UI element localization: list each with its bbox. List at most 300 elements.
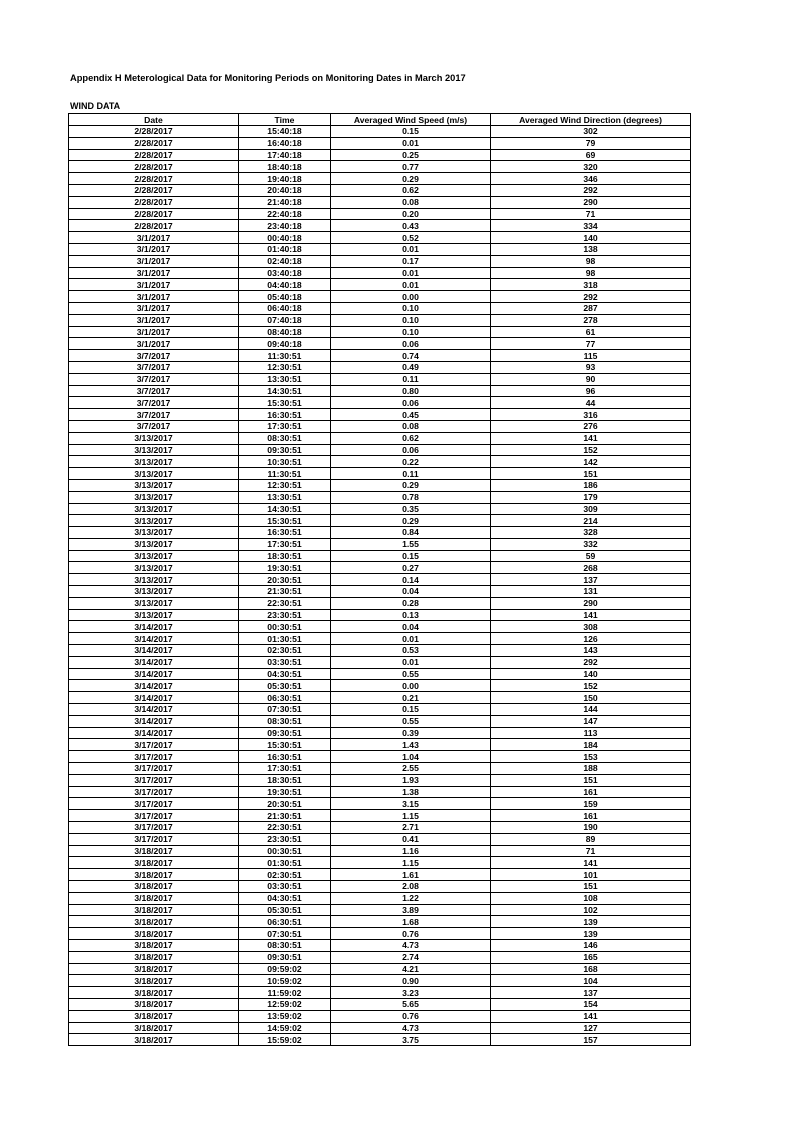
wind-direction-cell: 278 <box>491 314 691 326</box>
table-row <box>69 361 691 373</box>
wind-speed-cell: 0.01 <box>331 279 491 291</box>
wind-direction-cell: 161 <box>491 810 691 822</box>
time-cell: 05:40:18 <box>239 291 331 303</box>
wind-speed-cell: 0.01 <box>331 633 491 645</box>
time-cell: 00:40:18 <box>239 232 331 244</box>
date-cell: 3/14/2017 <box>69 680 239 692</box>
time-cell: 12:59:02 <box>239 998 331 1010</box>
table-row <box>69 338 691 350</box>
table-row <box>69 609 691 621</box>
date-cell: 3/14/2017 <box>69 633 239 645</box>
date-cell: 3/18/2017 <box>69 857 239 869</box>
wind-speed-cell: 1.22 <box>331 892 491 904</box>
time-cell: 00:30:51 <box>239 845 331 857</box>
date-cell: 2/28/2017 <box>69 173 239 185</box>
time-cell: 20:40:18 <box>239 184 331 196</box>
wind-direction-cell: 276 <box>491 420 691 432</box>
wind-direction-cell: 165 <box>491 951 691 963</box>
table-row <box>69 928 691 940</box>
date-cell: 3/14/2017 <box>69 656 239 668</box>
date-cell: 3/13/2017 <box>69 432 239 444</box>
wind-direction-cell: 93 <box>491 361 691 373</box>
wind-speed-cell: 0.62 <box>331 432 491 444</box>
table-row <box>69 951 691 963</box>
time-cell: 04:40:18 <box>239 279 331 291</box>
wind-direction-cell: 146 <box>491 939 691 951</box>
wind-direction-cell: 89 <box>491 833 691 845</box>
time-cell: 07:30:51 <box>239 928 331 940</box>
time-cell: 22:30:51 <box>239 822 331 834</box>
wind-direction-cell: 147 <box>491 715 691 727</box>
time-cell: 03:40:18 <box>239 267 331 279</box>
time-cell: 11:30:51 <box>239 350 331 362</box>
table-row <box>69 774 691 786</box>
table-row <box>69 527 691 539</box>
date-cell: 2/28/2017 <box>69 208 239 220</box>
wind-direction-cell: 290 <box>491 597 691 609</box>
time-cell: 16:30:51 <box>239 751 331 763</box>
wind-speed-cell: 1.55 <box>331 538 491 550</box>
date-cell: 3/17/2017 <box>69 751 239 763</box>
date-cell: 3/13/2017 <box>69 456 239 468</box>
date-cell: 3/13/2017 <box>69 491 239 503</box>
wind-direction-cell: 153 <box>491 751 691 763</box>
table-row <box>69 597 691 609</box>
wind-speed-cell: 0.29 <box>331 173 491 185</box>
date-cell: 3/1/2017 <box>69 267 239 279</box>
table-row <box>69 409 691 421</box>
wind-direction-cell: 139 <box>491 916 691 928</box>
time-cell: 16:40:18 <box>239 137 331 149</box>
wind-speed-cell: 0.00 <box>331 680 491 692</box>
date-cell: 3/17/2017 <box>69 763 239 775</box>
time-cell: 07:30:51 <box>239 704 331 716</box>
wind-direction-cell: 150 <box>491 692 691 704</box>
date-cell: 3/1/2017 <box>69 243 239 255</box>
table-row <box>69 196 691 208</box>
wind-speed-cell: 0.04 <box>331 586 491 598</box>
wind-speed-cell: 1.04 <box>331 751 491 763</box>
time-cell: 01:40:18 <box>239 243 331 255</box>
time-cell: 08:30:51 <box>239 715 331 727</box>
table-row <box>69 633 691 645</box>
time-cell: 17:30:51 <box>239 763 331 775</box>
wind-direction-cell: 90 <box>491 373 691 385</box>
date-cell: 3/13/2017 <box>69 503 239 515</box>
time-cell: 04:30:51 <box>239 892 331 904</box>
time-cell: 14:30:51 <box>239 385 331 397</box>
wind-speed-cell: 0.00 <box>331 291 491 303</box>
table-row <box>69 1010 691 1022</box>
wind-speed-cell: 0.55 <box>331 668 491 680</box>
wind-speed-cell: 3.89 <box>331 904 491 916</box>
wind-direction-cell: 102 <box>491 904 691 916</box>
time-cell: 16:30:51 <box>239 409 331 421</box>
table-row <box>69 739 691 751</box>
wind-direction-cell: 71 <box>491 208 691 220</box>
wind-speed-cell: 0.25 <box>331 149 491 161</box>
wind-direction-cell: 126 <box>491 633 691 645</box>
wind-speed-cell: 0.22 <box>331 456 491 468</box>
date-cell: 3/13/2017 <box>69 609 239 621</box>
wind-speed-cell: 3.23 <box>331 987 491 999</box>
wind-speed-cell: 0.01 <box>331 267 491 279</box>
time-cell: 03:30:51 <box>239 881 331 893</box>
wind-speed-cell: 1.61 <box>331 869 491 881</box>
time-cell: 22:40:18 <box>239 208 331 220</box>
time-cell: 09:40:18 <box>239 338 331 350</box>
table-row <box>69 751 691 763</box>
date-cell: 3/18/2017 <box>69 928 239 940</box>
date-cell: 3/18/2017 <box>69 939 239 951</box>
date-cell: 3/7/2017 <box>69 361 239 373</box>
table-row <box>69 869 691 881</box>
wind-direction-cell: 98 <box>491 267 691 279</box>
table-body <box>69 126 691 1046</box>
section-heading: WIND DATA <box>70 101 121 111</box>
wind-direction-cell: 287 <box>491 302 691 314</box>
date-cell: 2/28/2017 <box>69 161 239 173</box>
table-row <box>69 715 691 727</box>
wind-direction-cell: 108 <box>491 892 691 904</box>
table-row <box>69 479 691 491</box>
wind-direction-cell: 302 <box>491 126 691 138</box>
time-cell: 15:30:51 <box>239 739 331 751</box>
time-cell: 23:40:18 <box>239 220 331 232</box>
wind-speed-cell: 2.71 <box>331 822 491 834</box>
date-cell: 3/7/2017 <box>69 385 239 397</box>
wind-speed-cell: 0.06 <box>331 397 491 409</box>
time-cell: 02:30:51 <box>239 869 331 881</box>
wind-speed-cell: 0.74 <box>331 350 491 362</box>
date-cell: 3/18/2017 <box>69 1022 239 1034</box>
wind-speed-cell: 5.65 <box>331 998 491 1010</box>
time-cell: 15:40:18 <box>239 126 331 138</box>
wind-speed-cell: 0.01 <box>331 656 491 668</box>
table-row <box>69 963 691 975</box>
table-row <box>69 491 691 503</box>
column-header-wind-speed: Averaged Wind Speed (m/s) <box>331 114 491 126</box>
table-row <box>69 184 691 196</box>
wind-direction-cell: 137 <box>491 987 691 999</box>
table-row <box>69 432 691 444</box>
table-row <box>69 220 691 232</box>
time-cell: 21:30:51 <box>239 586 331 598</box>
wind-speed-cell: 0.15 <box>331 704 491 716</box>
table-row <box>69 939 691 951</box>
time-cell: 07:40:18 <box>239 314 331 326</box>
time-cell: 19:30:51 <box>239 562 331 574</box>
date-cell: 3/1/2017 <box>69 255 239 267</box>
wind-speed-cell: 0.41 <box>331 833 491 845</box>
table-row <box>69 173 691 185</box>
wind-speed-cell: 0.06 <box>331 338 491 350</box>
time-cell: 13:30:51 <box>239 491 331 503</box>
wind-direction-cell: 268 <box>491 562 691 574</box>
table-row <box>69 562 691 574</box>
table-row <box>69 243 691 255</box>
time-cell: 21:40:18 <box>239 196 331 208</box>
wind-direction-cell: 131 <box>491 586 691 598</box>
time-cell: 11:30:51 <box>239 468 331 480</box>
wind-speed-cell: 0.62 <box>331 184 491 196</box>
date-cell: 3/7/2017 <box>69 409 239 421</box>
date-cell: 3/18/2017 <box>69 963 239 975</box>
wind-direction-cell: 308 <box>491 621 691 633</box>
wind-direction-cell: 59 <box>491 550 691 562</box>
date-cell: 3/17/2017 <box>69 786 239 798</box>
wind-direction-cell: 161 <box>491 786 691 798</box>
time-cell: 06:30:51 <box>239 692 331 704</box>
wind-speed-cell: 0.13 <box>331 609 491 621</box>
date-cell: 3/18/2017 <box>69 881 239 893</box>
wind-direction-cell: 141 <box>491 857 691 869</box>
wind-speed-cell: 0.84 <box>331 527 491 539</box>
table-row <box>69 798 691 810</box>
table-row <box>69 515 691 527</box>
table-row <box>69 267 691 279</box>
date-cell: 3/14/2017 <box>69 715 239 727</box>
time-cell: 06:30:51 <box>239 916 331 928</box>
date-cell: 3/1/2017 <box>69 279 239 291</box>
table-row <box>69 350 691 362</box>
time-cell: 19:40:18 <box>239 173 331 185</box>
time-cell: 13:59:02 <box>239 1010 331 1022</box>
table-row <box>69 916 691 928</box>
table-row <box>69 763 691 775</box>
date-cell: 3/18/2017 <box>69 1034 239 1046</box>
wind-speed-cell: 0.52 <box>331 232 491 244</box>
time-cell: 15:30:51 <box>239 515 331 527</box>
wind-direction-cell: 98 <box>491 255 691 267</box>
time-cell: 19:30:51 <box>239 786 331 798</box>
wind-speed-cell: 0.10 <box>331 314 491 326</box>
date-cell: 3/13/2017 <box>69 444 239 456</box>
wind-speed-cell: 0.06 <box>331 444 491 456</box>
wind-speed-cell: 1.93 <box>331 774 491 786</box>
table-row <box>69 704 691 716</box>
time-cell: 05:30:51 <box>239 680 331 692</box>
wind-direction-cell: 292 <box>491 184 691 196</box>
time-cell: 08:30:51 <box>239 432 331 444</box>
table-row <box>69 845 691 857</box>
wind-direction-cell: 141 <box>491 609 691 621</box>
time-cell: 14:30:51 <box>239 503 331 515</box>
wind-speed-cell: 0.45 <box>331 409 491 421</box>
time-cell: 18:30:51 <box>239 774 331 786</box>
wind-direction-cell: 141 <box>491 432 691 444</box>
time-cell: 22:30:51 <box>239 597 331 609</box>
wind-direction-cell: 320 <box>491 161 691 173</box>
time-cell: 03:30:51 <box>239 656 331 668</box>
wind-direction-cell: 140 <box>491 232 691 244</box>
date-cell: 3/13/2017 <box>69 538 239 550</box>
wind-direction-cell: 77 <box>491 338 691 350</box>
wind-direction-cell: 115 <box>491 350 691 362</box>
table-row <box>69 786 691 798</box>
wind-speed-cell: 0.76 <box>331 928 491 940</box>
wind-speed-cell: 0.14 <box>331 574 491 586</box>
table-row <box>69 373 691 385</box>
wind-direction-cell: 346 <box>491 173 691 185</box>
table-row <box>69 232 691 244</box>
time-cell: 20:30:51 <box>239 798 331 810</box>
wind-speed-cell: 0.11 <box>331 468 491 480</box>
wind-direction-cell: 137 <box>491 574 691 586</box>
wind-speed-cell: 2.08 <box>331 881 491 893</box>
wind-speed-cell: 1.15 <box>331 857 491 869</box>
time-cell: 17:40:18 <box>239 149 331 161</box>
table-row <box>69 586 691 598</box>
wind-speed-cell: 0.35 <box>331 503 491 515</box>
wind-direction-cell: 143 <box>491 645 691 657</box>
date-cell: 3/1/2017 <box>69 326 239 338</box>
wind-direction-cell: 157 <box>491 1034 691 1046</box>
table-row <box>69 656 691 668</box>
date-cell: 3/18/2017 <box>69 892 239 904</box>
date-cell: 3/18/2017 <box>69 1010 239 1022</box>
wind-speed-cell: 3.75 <box>331 1034 491 1046</box>
wind-speed-cell: 4.21 <box>331 963 491 975</box>
wind-speed-cell: 1.43 <box>331 739 491 751</box>
date-cell: 3/18/2017 <box>69 975 239 987</box>
table-row <box>69 680 691 692</box>
date-cell: 2/28/2017 <box>69 137 239 149</box>
table-row <box>69 1034 691 1046</box>
wind-direction-cell: 101 <box>491 869 691 881</box>
time-cell: 10:30:51 <box>239 456 331 468</box>
time-cell: 11:59:02 <box>239 987 331 999</box>
wind-speed-cell: 0.11 <box>331 373 491 385</box>
table-row <box>69 881 691 893</box>
table-row <box>69 904 691 916</box>
table-row <box>69 456 691 468</box>
wind-speed-cell: 0.80 <box>331 385 491 397</box>
date-cell: 3/18/2017 <box>69 998 239 1010</box>
date-cell: 2/28/2017 <box>69 220 239 232</box>
wind-speed-cell: 0.15 <box>331 126 491 138</box>
wind-direction-cell: 190 <box>491 822 691 834</box>
wind-speed-cell: 0.04 <box>331 621 491 633</box>
time-cell: 09:30:51 <box>239 444 331 456</box>
date-cell: 3/13/2017 <box>69 479 239 491</box>
table-row <box>69 208 691 220</box>
time-cell: 13:30:51 <box>239 373 331 385</box>
wind-speed-cell: 1.16 <box>331 845 491 857</box>
date-cell: 3/13/2017 <box>69 468 239 480</box>
date-cell: 3/18/2017 <box>69 916 239 928</box>
wind-speed-cell: 0.17 <box>331 255 491 267</box>
wind-direction-cell: 292 <box>491 291 691 303</box>
wind-direction-cell: 290 <box>491 196 691 208</box>
table-row <box>69 975 691 987</box>
wind-direction-cell: 151 <box>491 468 691 480</box>
table-row <box>69 892 691 904</box>
wind-direction-cell: 316 <box>491 409 691 421</box>
table-row <box>69 279 691 291</box>
wind-speed-cell: 2.55 <box>331 763 491 775</box>
date-cell: 3/1/2017 <box>69 232 239 244</box>
wind-speed-cell: 0.43 <box>331 220 491 232</box>
time-cell: 02:30:51 <box>239 645 331 657</box>
date-cell: 3/13/2017 <box>69 527 239 539</box>
table-row <box>69 444 691 456</box>
wind-speed-cell: 1.68 <box>331 916 491 928</box>
wind-direction-cell: 61 <box>491 326 691 338</box>
time-cell: 23:30:51 <box>239 609 331 621</box>
date-cell: 3/17/2017 <box>69 739 239 751</box>
table-row <box>69 668 691 680</box>
time-cell: 23:30:51 <box>239 833 331 845</box>
date-cell: 3/13/2017 <box>69 562 239 574</box>
date-cell: 3/17/2017 <box>69 798 239 810</box>
wind-speed-cell: 4.73 <box>331 1022 491 1034</box>
wind-speed-cell: 0.27 <box>331 562 491 574</box>
table-row <box>69 550 691 562</box>
wind-speed-cell: 0.53 <box>331 645 491 657</box>
wind-speed-cell: 1.15 <box>331 810 491 822</box>
wind-direction-cell: 144 <box>491 704 691 716</box>
wind-direction-cell: 292 <box>491 656 691 668</box>
wind-direction-cell: 44 <box>491 397 691 409</box>
date-cell: 3/7/2017 <box>69 420 239 432</box>
wind-direction-cell: 140 <box>491 668 691 680</box>
table-row <box>69 326 691 338</box>
wind-direction-cell: 113 <box>491 727 691 739</box>
wind-direction-cell: 332 <box>491 538 691 550</box>
wind-direction-cell: 96 <box>491 385 691 397</box>
wind-speed-cell: 0.01 <box>331 137 491 149</box>
time-cell: 06:40:18 <box>239 302 331 314</box>
date-cell: 3/1/2017 <box>69 302 239 314</box>
wind-direction-cell: 79 <box>491 137 691 149</box>
table-row <box>69 397 691 409</box>
date-cell: 3/17/2017 <box>69 822 239 834</box>
wind-direction-cell: 141 <box>491 1010 691 1022</box>
date-cell: 3/7/2017 <box>69 350 239 362</box>
column-header-wind-direction: Averaged Wind Direction (degrees) <box>491 114 691 126</box>
wind-speed-cell: 4.73 <box>331 939 491 951</box>
date-cell: 3/18/2017 <box>69 951 239 963</box>
date-cell: 3/13/2017 <box>69 597 239 609</box>
wind-speed-cell: 0.08 <box>331 420 491 432</box>
date-cell: 3/1/2017 <box>69 291 239 303</box>
wind-speed-cell: 1.38 <box>331 786 491 798</box>
column-header-date: Date <box>69 114 239 126</box>
date-cell: 3/13/2017 <box>69 586 239 598</box>
wind-direction-cell: 328 <box>491 527 691 539</box>
date-cell: 3/17/2017 <box>69 810 239 822</box>
table-row <box>69 822 691 834</box>
date-cell: 2/28/2017 <box>69 196 239 208</box>
table-row <box>69 621 691 633</box>
table-row <box>69 291 691 303</box>
wind-direction-cell: 69 <box>491 149 691 161</box>
time-cell: 10:59:02 <box>239 975 331 987</box>
date-cell: 3/14/2017 <box>69 692 239 704</box>
time-cell: 18:30:51 <box>239 550 331 562</box>
wind-speed-cell: 0.39 <box>331 727 491 739</box>
time-cell: 08:30:51 <box>239 939 331 951</box>
table-row <box>69 149 691 161</box>
table-row <box>69 727 691 739</box>
table-row <box>69 314 691 326</box>
wind-direction-cell: 71 <box>491 845 691 857</box>
wind-direction-cell: 309 <box>491 503 691 515</box>
time-cell: 08:40:18 <box>239 326 331 338</box>
wind-speed-cell: 0.28 <box>331 597 491 609</box>
wind-speed-cell: 0.29 <box>331 479 491 491</box>
